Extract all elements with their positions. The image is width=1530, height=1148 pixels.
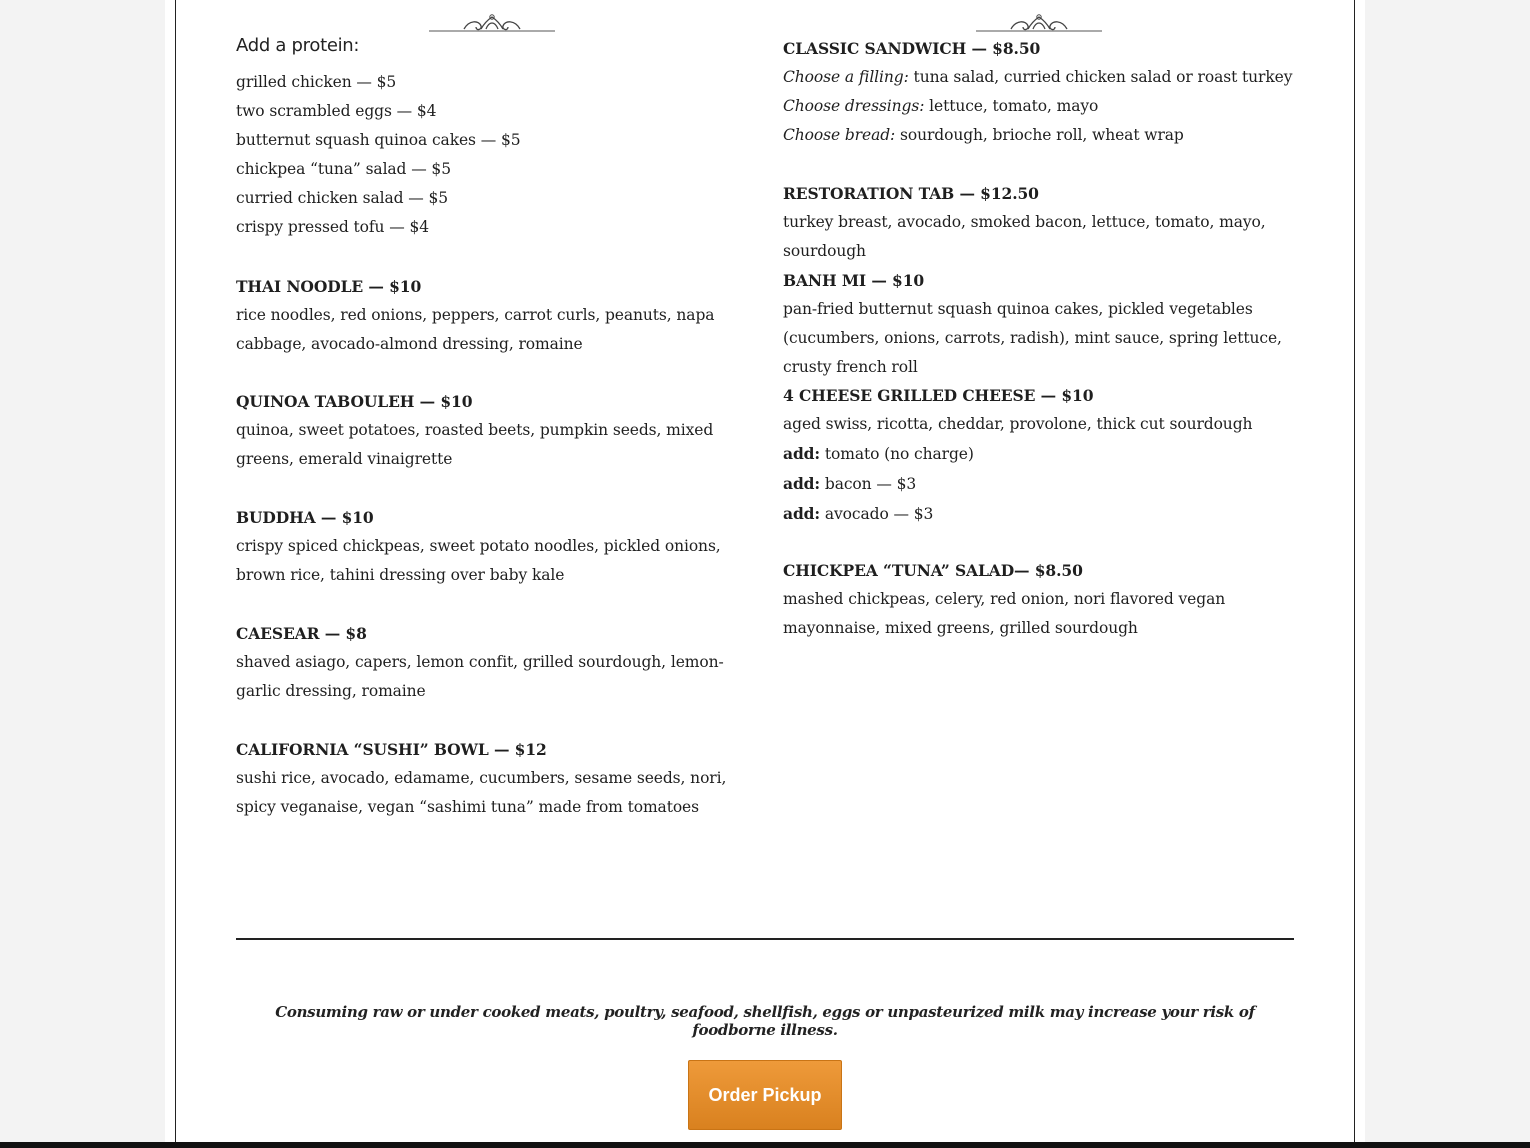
item-description: aged swiss, ricotta, cheddar, provolone, thick cut sourdough [783,415,1253,433]
section-divider [236,938,1294,940]
menu-item-caesear [236,619,736,706]
list-item: butternut squash quinoa cakes — $5 [236,131,521,149]
item-description: crispy spiced chickpeas, sweet potato noodles, pickled onions, brown rice, tahini dressing over baby kale [236,537,721,584]
choice-line [783,121,1303,150]
protein-list [236,68,736,242]
choice-value: tuna salad, curried chicken salad or roast turkey [908,68,1293,86]
addon-label: add: [783,474,821,493]
choice-label: Choose dressings: [783,97,925,115]
menu-item-chickpea-tuna-salad [783,556,1303,643]
item-title: CLASSIC SANDWICH — $8.50 [783,39,1041,58]
addon-label: add: [783,444,821,463]
menu-item-grilled-cheese [783,381,1303,529]
menu-item-restoration-tab [783,179,1303,266]
addon-line [783,469,1303,499]
choice-value: sourdough, brioche roll, wheat wrap [895,126,1184,144]
addon-value: bacon — $3 [820,475,917,493]
choice-label: Choose a filling: [783,68,909,86]
item-title: CHICKPEA “TUNA” SALAD— $8.50 [783,561,1083,580]
choice-line [783,92,1303,121]
item-title: RESTORATION TAB — $12.50 [783,184,1039,203]
flourish-ornament-icon [429,12,555,36]
item-title: 4 CHEESE GRILLED CHEESE — $10 [783,386,1094,405]
item-description: mashed chickpeas, celery, red onion, nori flavored vegan mayonnaise, mixed greens, grilled sourdough [783,590,1226,637]
item-description: sushi rice, avocado, edamame, cucumbers, sesame seeds, nori, spicy veganaise, vegan “sashimi tuna” made from tomatoes [236,769,727,816]
protein-heading: Add a protein: [236,35,360,56]
menu-item-california-sushi-bowl [236,735,736,822]
choice-line [783,63,1303,92]
choice-value: lettuce, tomato, mayo [924,97,1099,115]
list-item: grilled chicken — $5 [236,73,397,91]
item-description: rice noodles, red onions, peppers, carrot curls, peanuts, napa cabbage, avocado-almond dressing, romaine [236,306,715,353]
item-title: QUINOA TABOULEH — $10 [236,392,473,411]
item-title: CALIFORNIA “SUSHI” BOWL — $12 [236,740,547,759]
item-title: BUDDHA — $10 [236,508,374,527]
menu-item-classic-sandwich [783,34,1303,150]
item-description: shaved asiago, capers, lemon confit, grilled sourdough, lemon-garlic dressing, romaine [236,653,724,700]
addon-value: tomato (no charge) [820,445,974,463]
addon-value: avocado — $3 [820,505,934,523]
menu-item-quinoa-tabouleh [236,387,736,474]
addon-line [783,499,1303,529]
menu-item-thai-noodle [236,272,736,359]
list-item: crispy pressed tofu — $4 [236,218,430,236]
order-pickup-button[interactable]: Order Pickup [688,1060,842,1130]
list-item: two scrambled eggs — $4 [236,102,437,120]
item-title: CAESEAR — $8 [236,624,367,643]
flourish-ornament-icon [976,12,1102,36]
item-title: THAI NOODLE — $10 [236,277,422,296]
list-item: curried chicken salad — $5 [236,189,449,207]
bottom-bar [0,1142,1530,1148]
choice-label: Choose bread: [783,126,896,144]
addon-line [783,439,1303,469]
foodborne-disclaimer: Consuming raw or under cooked meats, poultry, seafood, shellfish, eggs or unpasteurized milk may increase your risk of foodborne illness. [275,1003,1255,1039]
menu-item-buddha [236,503,736,590]
item-description: quinoa, sweet potatoes, roasted beets, pumpkin seeds, mixed greens, emerald vinaigrette [236,421,714,468]
addon-label: add: [783,504,821,523]
item-title: BANH MI — $10 [783,271,925,290]
item-description: turkey breast, avocado, smoked bacon, lettuce, tomato, mayo, sourdough [783,213,1266,260]
menu-item-banh-mi [783,266,1303,382]
list-item: chickpea “tuna” salad — $5 [236,160,451,178]
item-description: pan-fried butternut squash quinoa cakes, pickled vegetables (cucumbers, onions, carrots, radish), mint sauce, spring lettuce, crusty french roll [783,300,1282,376]
